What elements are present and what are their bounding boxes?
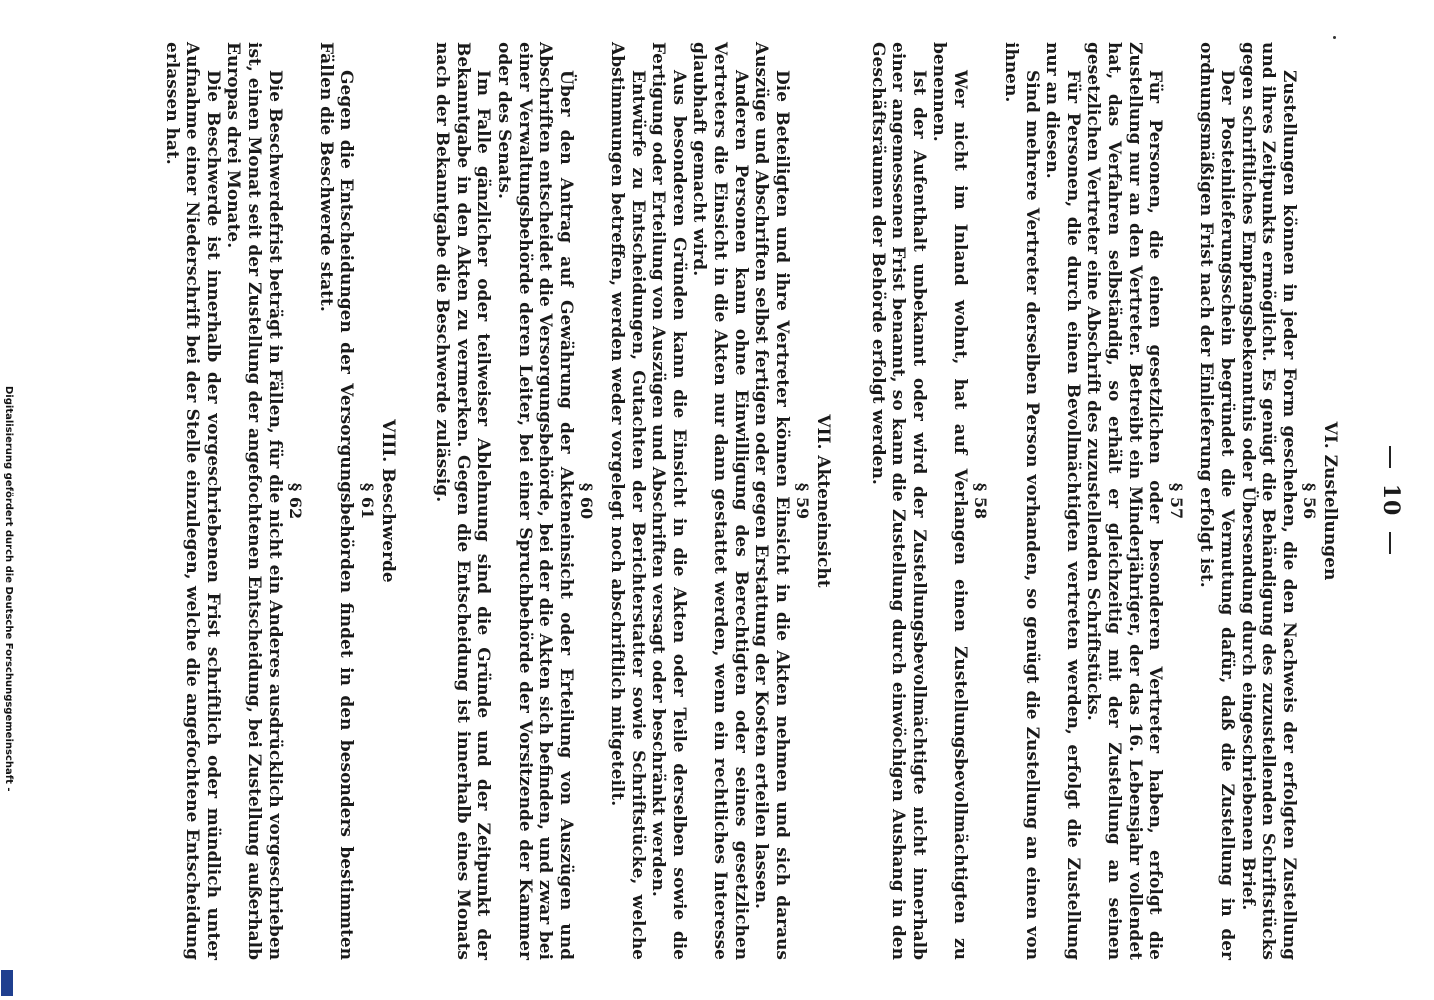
- dash-left: [1389, 446, 1391, 468]
- section-number: § 59: [793, 482, 813, 520]
- section-number: § 61: [358, 482, 378, 520]
- dash-right: [1389, 532, 1391, 554]
- section-number: § 56: [1300, 482, 1320, 520]
- paragraph: Wer nicht im Inland wohnt, hat auf Verlangen einen Zustellungsbevollmächtigten zu benennen.: [929, 42, 970, 960]
- paragraph: Gegen die Entscheidungen der Versorgungsbehörden findet in den besonders bestimmten Fällen die Beschwerde statt.: [315, 42, 357, 960]
- chapter-heading: VIII. Beschwerde: [377, 419, 398, 583]
- paragraph: Entwürfe zu Entscheidungen, Gutachten der Berichterstatter sowie Schriftstücke, welche Abstimmungen betreffen, werden weder vorgelegt noch abschriftlich mitgeteilt.: [607, 42, 648, 960]
- ink-speck: [1333, 36, 1336, 39]
- paragraph: Ist der Aufenthalt unbekannt oder wird der Zustellungsbevollmächtigte nicht innerhalb einer angemessenen Frist benannt, so kann die Zustellung durch einwöchigen Aushang in den Geschäftsräumen der Behörde erfolgt werden.: [867, 42, 929, 960]
- paragraph: Im Falle gänzlicher oder teilweiser Ablehnung sind die Gründe und der Zeitpunkt der Bekanntgabe in den Akten zu vermerken. Gegen die Entscheidung ist innerhalb eines Monats nach der Bekanntgabe die Beschwerde zulässig.: [432, 42, 494, 960]
- paragraph: Zustellungen können in jeder Form geschehen, die den Nachweis der erfolgten Zustellung und ihres Zeitpunkts ermöglicht. Es genügt die Behändigung des zuzustellenden Schriftstücks gegen schriftliches Empfangsbekenntnis oder Übersendung durch eingeschriebenen Brief.: [1237, 42, 1299, 960]
- dfg-logo-icon: [1, 970, 13, 996]
- page-number-text: 10: [1378, 483, 1404, 517]
- digitization-credit: [0, 386, 14, 996]
- chapter-heading: VI. Zustellungen: [1320, 421, 1340, 581]
- text-column: [161, 42, 1340, 960]
- paragraph: Die Beteiligten und ihre Vertreter können Einsicht in die Akten nehmen und sich daraus Auszüge und Abschriften selbst fertigen oder gegen Erstattung der Kosten erteilen lassen.: [751, 42, 792, 960]
- paragraph: Aus besonderen Gründen kann die Einsicht in die Akten oder Teile derselben sowie die Fertigung oder Erteilung von Auszügen und Abschriften versagt oder beschränkt werden.: [648, 42, 689, 960]
- section-number: § 57: [1166, 482, 1186, 520]
- paragraph: Die Beschwerde ist innerhalb der vorgeschriebenen Frist schriftlich oder mündlich unter Aufnahme einer Niederschrift bei der Stelle einzulegen, welche die angefochtene Entscheidung erlassen hat.: [161, 42, 223, 960]
- paragraph: Über den Antrag auf Gewährung der Akteneinsicht oder Erteilung von Auszügen und Abschriften entscheidet die Versorgungsbehörde, bei der die Akten sich befinden, und zwar bei einer Verwaltungsbehörde deren Leiter, bei einer Spruchbehörde der Vorsitzende der Kammer oder des Senats.: [494, 42, 576, 960]
- page-number: [1378, 0, 1404, 1000]
- credit-text: Digitalisierung gefördert durch die Deutsche Forschungsgemeinschaft -: [3, 386, 14, 792]
- section-number: § 58: [971, 482, 991, 520]
- paragraph: Anderen Personen kann ohne Einwilligung des Berechtigten oder seines gesetzlichen Vertreters die Einsicht in die Akten nur dann gestattet werden, wenn ein rechtliches Interesse glaubhaft gemacht wird.: [689, 42, 751, 960]
- section-number: § 60: [577, 482, 597, 520]
- chapter-heading: VII. Akteneinsicht: [812, 414, 833, 588]
- paragraph: Für Personen, die durch einen Bevollmächtigten vertreten werden, erfolgt die Zustellung nur an diesen.: [1042, 42, 1083, 960]
- paragraph: Die Beschwerdefrist beträgt in Fällen, für die nicht ein Anderes ausdrücklich vorgeschrieben ist, einen Monat seit der Zustellung der angefochtenen Entscheidung, bei Zustellung außerhalb Europas drei Monate.: [223, 42, 285, 960]
- paragraph: Sind mehrere Vertreter derselben Person vorhanden, so genügt die Zustellung an einen von ihnen.: [1001, 42, 1042, 960]
- paragraph: Der Posteinlieferungsschein begründet die Vermutung dafür, daß die Zustellung in der ordnungsmäßigen Frist nach der Einlieferung erfolgt ist.: [1196, 42, 1238, 960]
- section-number: § 62: [286, 482, 306, 520]
- paragraph: Für Personen, die einen gesetzlichen oder besonderen Vertreter haben, erfolgt die Zustellung nur an den Vertreter. Betreibt ein Minderjähriger, der das 16. Lebensjahr vollendet hat, das Verfahren selbständig, so erhält er gleichzeitig mit der Zustellung an seinen gesetzlichen Vertreter eine Abschrift des zuzustellenden Schriftstücks.: [1083, 42, 1166, 960]
